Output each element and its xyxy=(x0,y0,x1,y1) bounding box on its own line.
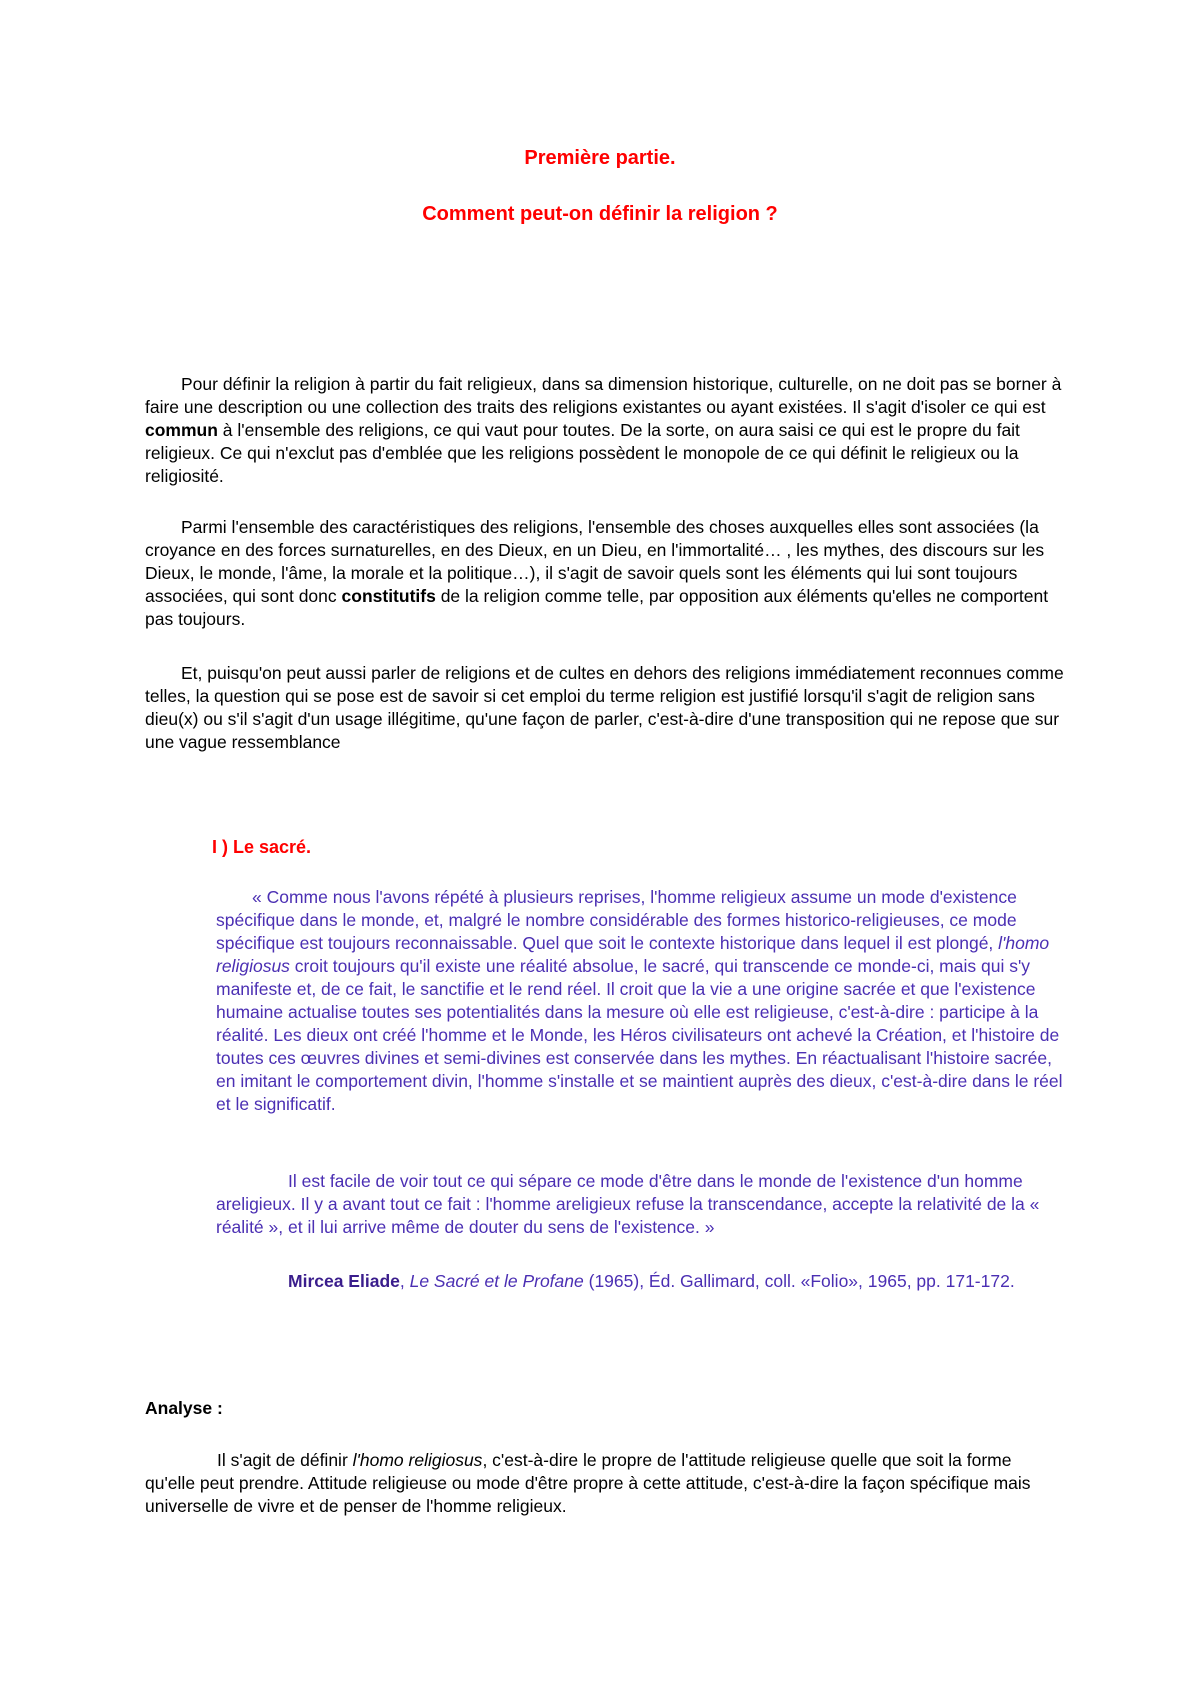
citation-author: Mircea Eliade xyxy=(288,1271,400,1291)
citation-work: Le Sacré et le Profane xyxy=(409,1271,584,1291)
intro-paragraph-2: Parmi l'ensemble des caractéristiques des religions, l'ensemble des choses auxquelles elles sont associées (la croyance en des forces surnaturelles, en des Dieux, en un Dieu, en l'immortalité… , les mythes, des discours sur les Dieux, le monde, l'âme, la morale et la politique…), il s'agit de savoir quels sont les éléments qui lui sont toujours associées, qui sont donc constitutifs de la religion comme telle, par opposition aux éléments qu'elles ne comportent pas toujours. xyxy=(145,517,1049,629)
eliade-quote-paragraph-2: Il est facile de voir tout ce qui sépare ce mode d'être dans le monde de l'existence d'un homme areligieux. Il y a avant tout ce fait : l'homme areligieux refuse la transcendance, accepte la relativité de la « réalité », et il lui arrive même de douter du sens de l'existence. » xyxy=(216,1171,1040,1237)
analysis-homo-religiosus: l'homo religiosus xyxy=(352,1450,483,1470)
quote-citation: Mircea Eliade, Le Sacré et le Profane (1965), Éd. Gallimard, coll. «Folio», 1965, pp. 171-172. xyxy=(288,1271,1015,1291)
eliade-quote-paragraph-1: « Comme nous l'avons répété à plusieurs reprises, l'homme religieux assume un mode d'existence spécifique dans le monde, et, malgré le nombre considérable des formes historico-religieuses, ce mode spécifique est toujours reconnaissable. Quel que soit le contexte historique dans lequel il est plongé, l'homo religiosus croit toujours qu'il existe une réalité absolue, le sacré, qui transcende ce monde-ci, mais qui s'y manifeste et, de ce fait, le sanctifie et le rend réel. Il croit que la vie a une origine sacrée et que l'existence humaine actualise toutes ses potentialités dans la mesure où elle est religieuse, c'est-à-dire : participe à la réalité. Les dieux ont créé l'homme et le Monde, les Héros civilisateurs ont achevé la Création, et l'histoire de toutes ces œuvres divines et semi-divines est conservée dans les mythes. En réactualisant l'histoire sacrée, en imitant le comportement divin, l'homme s'installe et se maintient auprès des dieux, c'est-à-dire dans le réel et le significatif. xyxy=(216,887,1063,1114)
part-title: Première partie. xyxy=(524,147,676,169)
section-heading-sacre: I ) Le sacré. xyxy=(212,837,312,857)
intro-paragraph-1: Pour définir la religion à partir du fait religieux, dans sa dimension historique, culturelle, on ne doit pas se borner à faire une description ou une collection des traits des religions existantes ou ayant existées. Il s'agit d'isoler ce qui est commun à l'ensemble des religions, ce qui vaut pour toutes. De la sorte, on aura saisi ce qui est le propre du fait religieux. Ce qui n'exclut pas d'emblée que les religions possèdent le monopole de ce qui définit le religieux ou la religiosité. xyxy=(145,374,1062,486)
analysis-paragraph: Il s'agit de définir l'homo religiosus, c'est-à-dire le propre de l'attitude religieuse quelle que soit la forme qu'elle peut prendre. Attitude religieuse ou mode d'être propre à cette attitude, c'est-à-dire la façon spécifique mais universelle de vivre et de penser de l'homme religieux. xyxy=(145,1450,1031,1516)
analysis-heading: Analyse : xyxy=(145,1398,223,1418)
homo-religiosus-term: l'homo religiosus xyxy=(216,933,1050,976)
emphasis-commun: commun xyxy=(145,420,218,440)
intro-paragraph-3: Et, puisqu'on peut aussi parler de religions et de cultes en dehors des religions immédiatement reconnues comme telles, la question qui se pose est de savoir si cet emploi du terme religion est justifié lorsqu'il s'agit de religion sans dieu(x) ou s'il s'agit d'un usage illégitime, qu'une façon de parler, c'est-à-dire d'une transposition qui ne repose que sur une vague ressemblance xyxy=(145,663,1064,752)
emphasis-constitutifs: constitutifs xyxy=(341,586,436,606)
chapter-question: Comment peut-on définir la religion ? xyxy=(422,203,778,225)
